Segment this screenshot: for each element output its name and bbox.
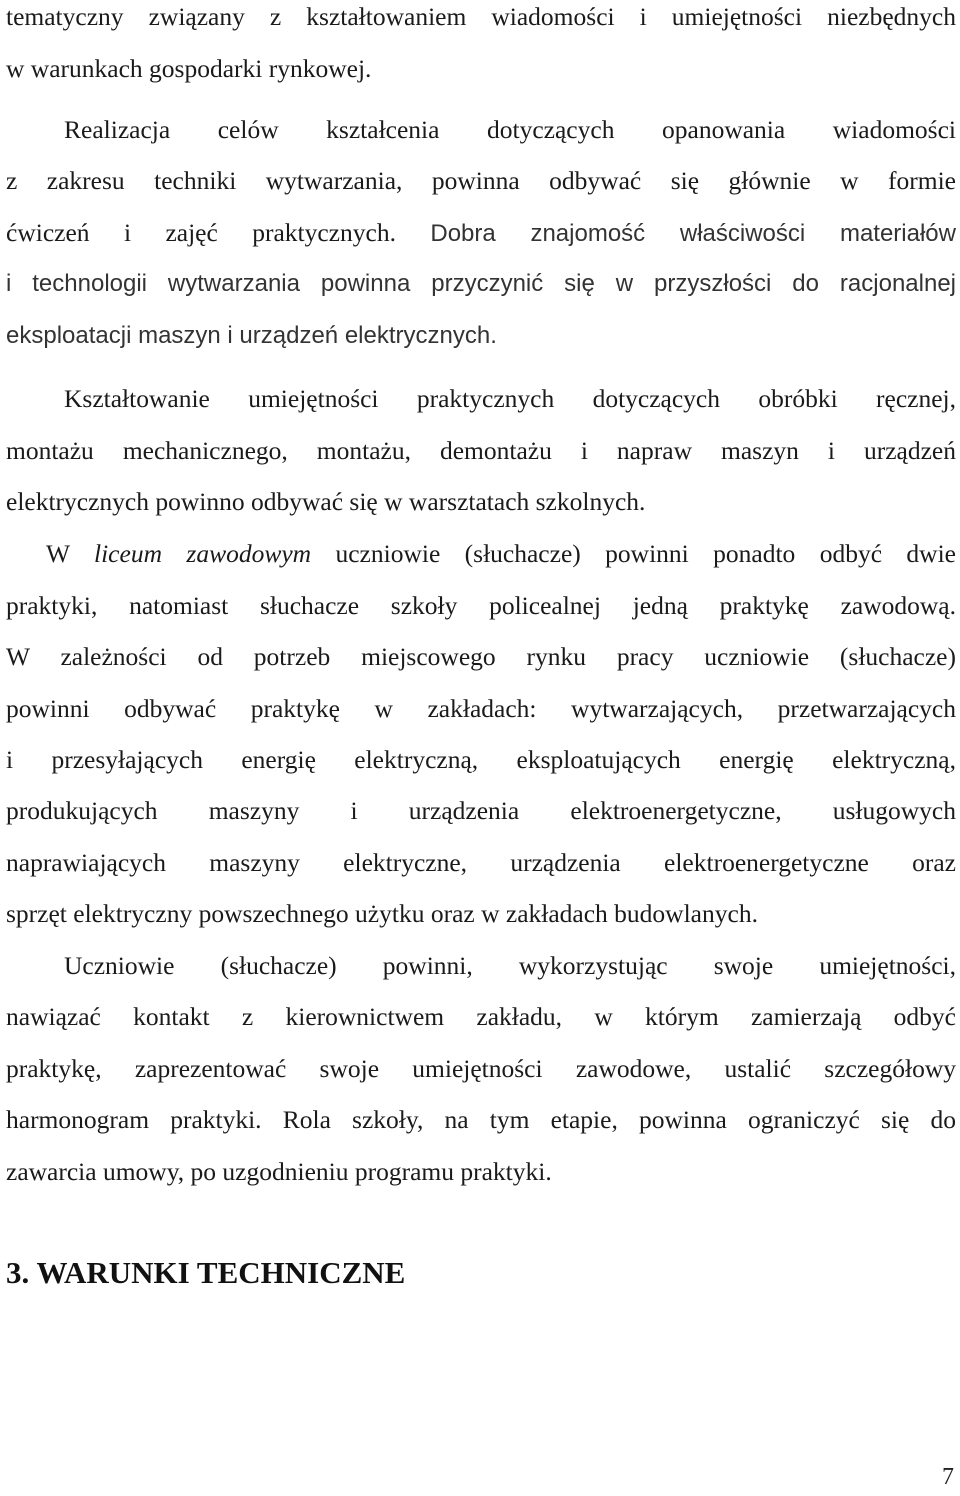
text-line: naprawiających maszyny elektryczne, urządzenia elektroenergetyczne oraz [6,848,956,877]
text-line-mixed [46,539,956,569]
text-line: w warunkach gospodarki rynkowej. [6,54,372,83]
text-line: i technologii wytwarzania powinna przyczynić się w przyszłości do racjonalnej [6,270,956,297]
text-line: eksploatacji maszyn i urządzeń elektrycznych. [6,322,497,349]
text-line: tematyczny związany z kształtowaniem wiadomości i umiejętności niezbędnych [6,2,956,31]
text-line: Realizacja celów kształcenia dotyczących opanowania wiadomości [64,115,956,144]
text-line: produkujących maszyny i urządzenia elektroenergetyczne, usługowych [6,796,956,825]
text-line: montażu mechanicznego, montażu, demontażu i napraw maszyn i urządzeń [6,436,956,465]
section-heading: 3. WARUNKI TECHNICZNE [6,1255,406,1290]
text-line: zawarcia umowy, po uzgodnieniu programu praktyki. [6,1157,552,1186]
text-span: uczniowie (słuchacze) powinni ponadto odbyć dwie [311,539,956,568]
text-span: ćwiczeń i zajęć praktycznych. [6,218,396,247]
text-line: praktykę, zaprezentować swoje umiejętności zawodowe, ustalić szczegółowy [6,1054,956,1083]
text-line: z zakresu techniki wytwarzania, powinna odbywać się głównie w formie [6,166,956,195]
text-line-mixed [6,218,956,249]
text-line: i przesyłających energię elektryczną, eksploatujących energię elektryczną, [6,745,956,774]
text-line: Kształtowanie umiejętności praktycznych dotyczących obróbki ręcznej, [64,384,956,413]
text-span-sans: Dobra znajomość właściwości materiałów [430,220,956,247]
text-line: harmonogram praktyki. Rola szkoły, na tym etapie, powinna ograniczyć się do [6,1105,956,1134]
text-line: elektrycznych powinno odbywać się w warsztatach szkolnych. [6,487,646,516]
page-number: 7 [942,1464,954,1490]
text-line: Uczniowie (słuchacze) powinni, wykorzystując swoje umiejętności, [64,951,956,980]
text-line: sprzęt elektryczny powszechnego użytku oraz w zakładach budowlanych. [6,899,758,928]
text-span-italic: liceum zawodowym [94,539,312,568]
text-line: nawiązać kontakt z kierownictwem zakładu, w którym zamierzają odbyć [6,1002,956,1031]
text-line: powinni odbywać praktykę w zakładach: wytwarzających, przetwarzających [6,694,956,723]
text-span: W [46,539,95,568]
text-line: praktyki, natomiast słuchacze szkoły policealnej jedną praktykę zawodową. [6,591,956,620]
text-line: W zależności od potrzeb miejscowego rynku pracy uczniowie (słuchacze) [6,642,956,671]
